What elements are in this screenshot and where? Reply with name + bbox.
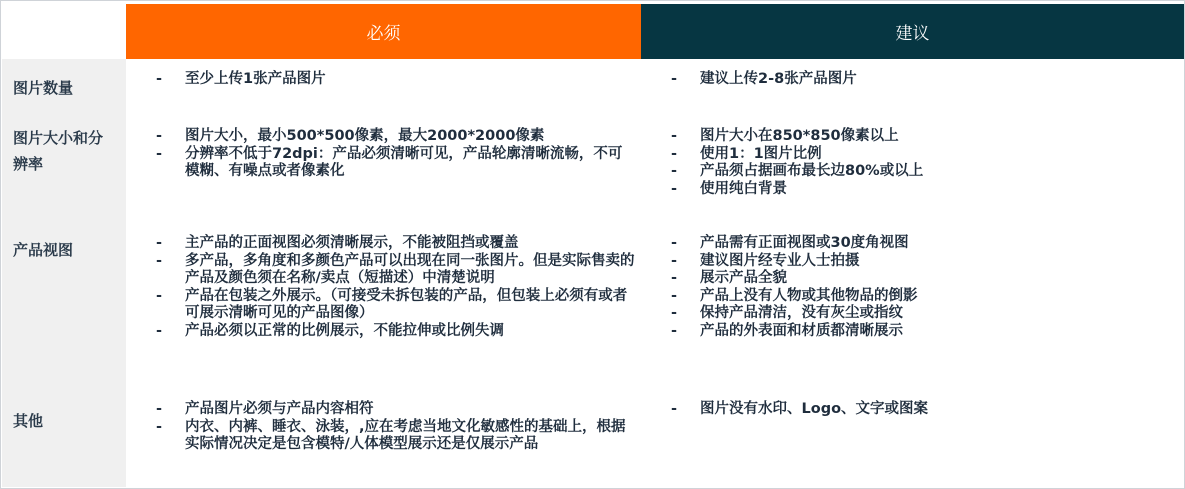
list-item: - 建议图片经专业人士拍摄	[671, 253, 1171, 271]
list-item: - 产品须占据画布最长边80%或以上	[671, 163, 1171, 181]
required-cell-product-view	[156, 235, 636, 340]
row-label-size-resolution: 图片大小和分辨率	[13, 129, 104, 173]
header-required: 必须	[126, 4, 641, 59]
required-cell-size-resolution	[156, 128, 636, 181]
list-item: - 产品的外表面和材质都清晰展示	[671, 323, 1171, 341]
row-label-image-count: 图片数量	[13, 79, 74, 97]
list-item: - 图片大小在850*850像素以上	[671, 128, 1171, 146]
header-suggested: 建议	[641, 4, 1184, 59]
list-item: - 产品需有正面视图或30度角视图	[671, 235, 1171, 253]
list-item: - 多产品，多角度和多颜色产品可以出现在同一张图片。但是实际售卖的产品及颜色须在名称/卖点（短描述）中清楚说明	[156, 253, 636, 288]
list-item: - 主产品的正面视图必须清晰展示，不能被阻挡或覆盖	[156, 235, 636, 253]
row-label-other: 其他	[13, 412, 44, 430]
list-item: - 产品图片必须与产品内容相符	[156, 401, 636, 419]
suggested-cell-product-view	[671, 235, 1171, 340]
list-item: - 图片大小，最小500*500像素，最大2000*2000像素	[156, 128, 636, 146]
suggested-cell-other	[671, 401, 1171, 419]
list-item: - 分辨率不低于72dpi：产品必须清晰可见，产品轮廓清晰流畅，不可模糊、有噪点或者像素化	[156, 146, 636, 181]
list-item: - 产品上没有人物或其他物品的倒影	[671, 288, 1171, 306]
list-item: - 建议上传2-8张产品图片	[671, 71, 1171, 89]
list-item: - 产品在包装之外展示。（可接受未拆包装的产品，但包装上必须有或者可展示清晰可见的产品图像）	[156, 288, 636, 323]
list-item: - 展示产品全貌	[671, 270, 1171, 288]
list-item: - 至少上传1张产品图片	[156, 71, 636, 89]
list-item: - 图片没有水印、Logo、文字或图案	[671, 401, 1171, 419]
list-item: - 保持产品清洁，没有灰尘或指纹	[671, 305, 1171, 323]
list-item: - 使用1：1图片比例	[671, 146, 1171, 164]
suggested-cell-image-count	[671, 71, 1171, 89]
suggested-cell-size-resolution	[671, 128, 1171, 198]
header-blank-cell	[2, 2, 126, 59]
list-item: - 内衣、内裤、睡衣、泳装，,应在考虑当地文化敏感性的基础上，根据实际情况决定是包含模特/人体模型展示还是仅展示产品	[156, 419, 636, 454]
list-item: - 产品必须以正常的比例展示，不能拉伸或比例失调	[156, 323, 636, 341]
row-label-product-view: 产品视图	[13, 241, 74, 259]
required-cell-other	[156, 401, 636, 454]
required-cell-image-count	[156, 71, 636, 89]
list-item: - 使用纯白背景	[671, 181, 1171, 199]
